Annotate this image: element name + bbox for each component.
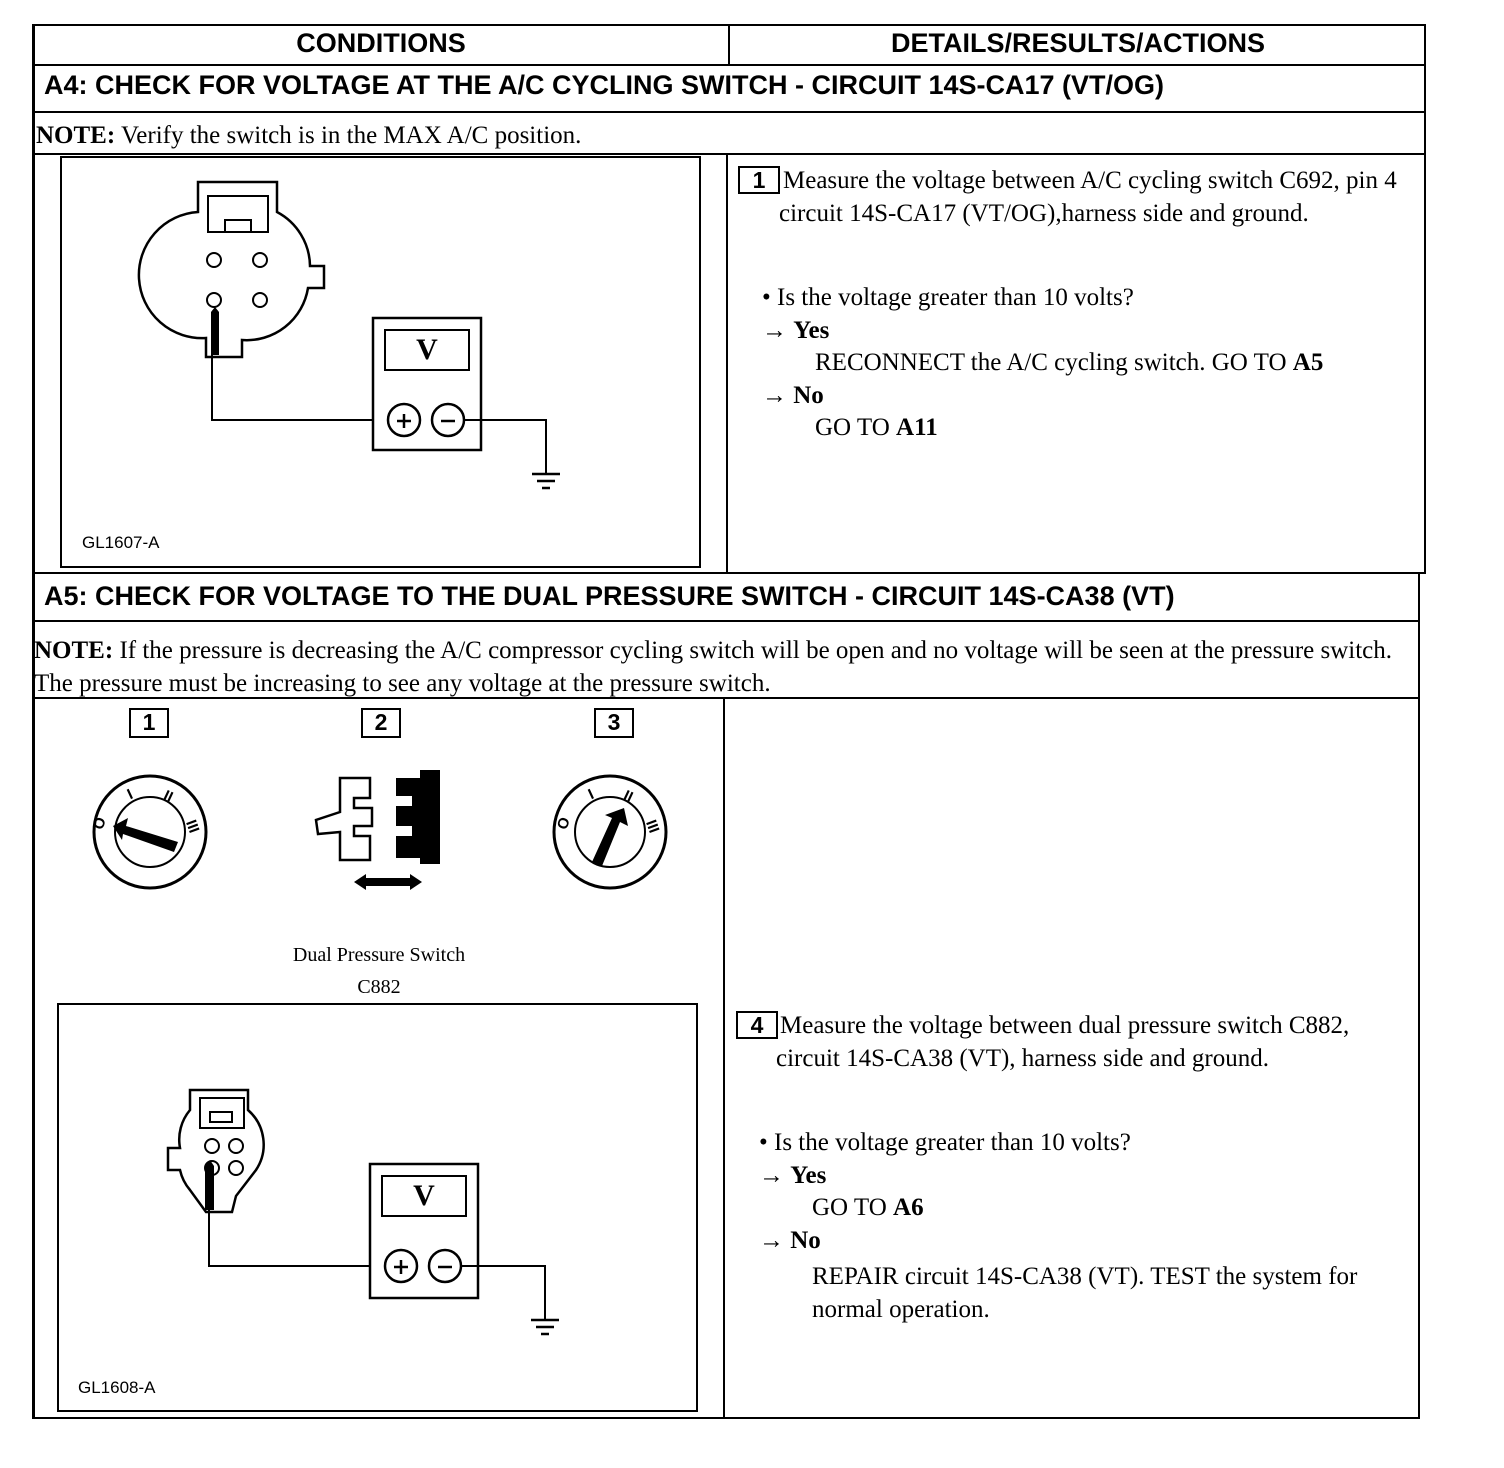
a5-yes-arrow: → [759, 1162, 784, 1189]
a5-note-text: If the pressure is decreasing the A/C compressor cycling switch will be open and no voltage will be seen at the pressure switch. The pressure must be increasing to see any voltage at the pressure switch. [34, 637, 1393, 697]
a5-yes-branch [759, 1162, 826, 1190]
dial-1-mark-iii: III [182, 817, 203, 836]
a4-no-branch [762, 382, 824, 410]
a4-question: • Is the voltage greater than 10 volts? [762, 284, 1134, 311]
a5-no-arrow: → [759, 1227, 784, 1254]
a4-yes-action-text: RECONNECT the A/C cycling switch. GO TO [815, 349, 1293, 376]
a4-note-text: Verify the switch is in the MAX A/C position. [115, 122, 582, 149]
a4-yes-action [815, 349, 1323, 377]
a5-step-3: 3 [594, 708, 634, 738]
dial-3-mark-i: I [585, 785, 597, 804]
a4-figure-id: GL1607-A [82, 533, 160, 552]
a4-no-action [815, 414, 938, 442]
a5-yes-action [812, 1194, 924, 1222]
a5-no-label: No [790, 1227, 821, 1254]
a5-question: • Is the voltage greater than 10 volts? [759, 1129, 1131, 1156]
dial-3-mark-o: O [553, 815, 574, 832]
a5-step-2: 2 [361, 708, 401, 738]
a5-step-4: 4 [736, 1011, 778, 1039]
a4-meter-label: V [416, 333, 438, 366]
dial-1-mark-ii: II [160, 787, 176, 806]
a5-connector-diagram [0, 0, 760, 1420]
a5-yes-action-ref: A6 [893, 1194, 924, 1221]
a5-yes-label: Yes [790, 1162, 827, 1189]
a5-step-1: 1 [129, 708, 169, 738]
a4-note-label: NOTE: [36, 122, 116, 149]
conditions-header: CONDITIONS [296, 28, 466, 58]
a4-no-action-text: GO TO [815, 414, 897, 441]
a5-step-text: Measure the voltage between dual pressure switch C882, circuit 14S-CA38 (VT), harness side and ground. [776, 1012, 1350, 1072]
a5-yes-action-text: GO TO [812, 1194, 894, 1221]
a4-no-action-ref: A11 [896, 414, 938, 441]
a4-no-arrow: → [762, 382, 787, 409]
details-header: DETAILS/RESULTS/ACTIONS [890, 28, 1265, 58]
a4-step-number: 1 [738, 166, 780, 194]
dial-3-mark-ii: II [620, 787, 636, 806]
a5-meter-label: V [413, 1179, 435, 1212]
a5-figure-id: GL1608-A [78, 1378, 156, 1397]
a5-no-branch [759, 1227, 821, 1255]
dial-1-mark-i: I [124, 785, 136, 804]
a5-note-label: NOTE: [34, 637, 114, 664]
a4-yes-arrow: → [762, 317, 787, 344]
a4-yes-label: Yes [793, 317, 830, 344]
switch-caption-line2: C882 [357, 976, 401, 998]
a4-yes-action-ref: A5 [1292, 349, 1324, 376]
dial-1-mark-o: O [89, 815, 110, 832]
dial-3-mark-iii: III [642, 817, 663, 836]
a4-step-text: Measure the voltage between A/C cycling switch C692, pin 4 circuit 14S-CA17 (VT/OG),harness side and ground. [779, 167, 1397, 227]
a4-yes-branch [762, 317, 829, 345]
a4-title: A4: CHECK FOR VOLTAGE AT THE A/C CYCLING SWITCH - CIRCUIT 14S-CA17 (VT/OG) [44, 70, 1165, 100]
a5-title: A5: CHECK FOR VOLTAGE TO THE DUAL PRESSURE SWITCH - CIRCUIT 14S-CA38 (VT) [44, 581, 1175, 611]
a4-no-label: No [793, 382, 824, 409]
a5-no-action: REPAIR circuit 14S-CA38 (VT). TEST the system for normal operation. [812, 1263, 1358, 1323]
switch-caption-line1: Dual Pressure Switch [292, 944, 466, 966]
